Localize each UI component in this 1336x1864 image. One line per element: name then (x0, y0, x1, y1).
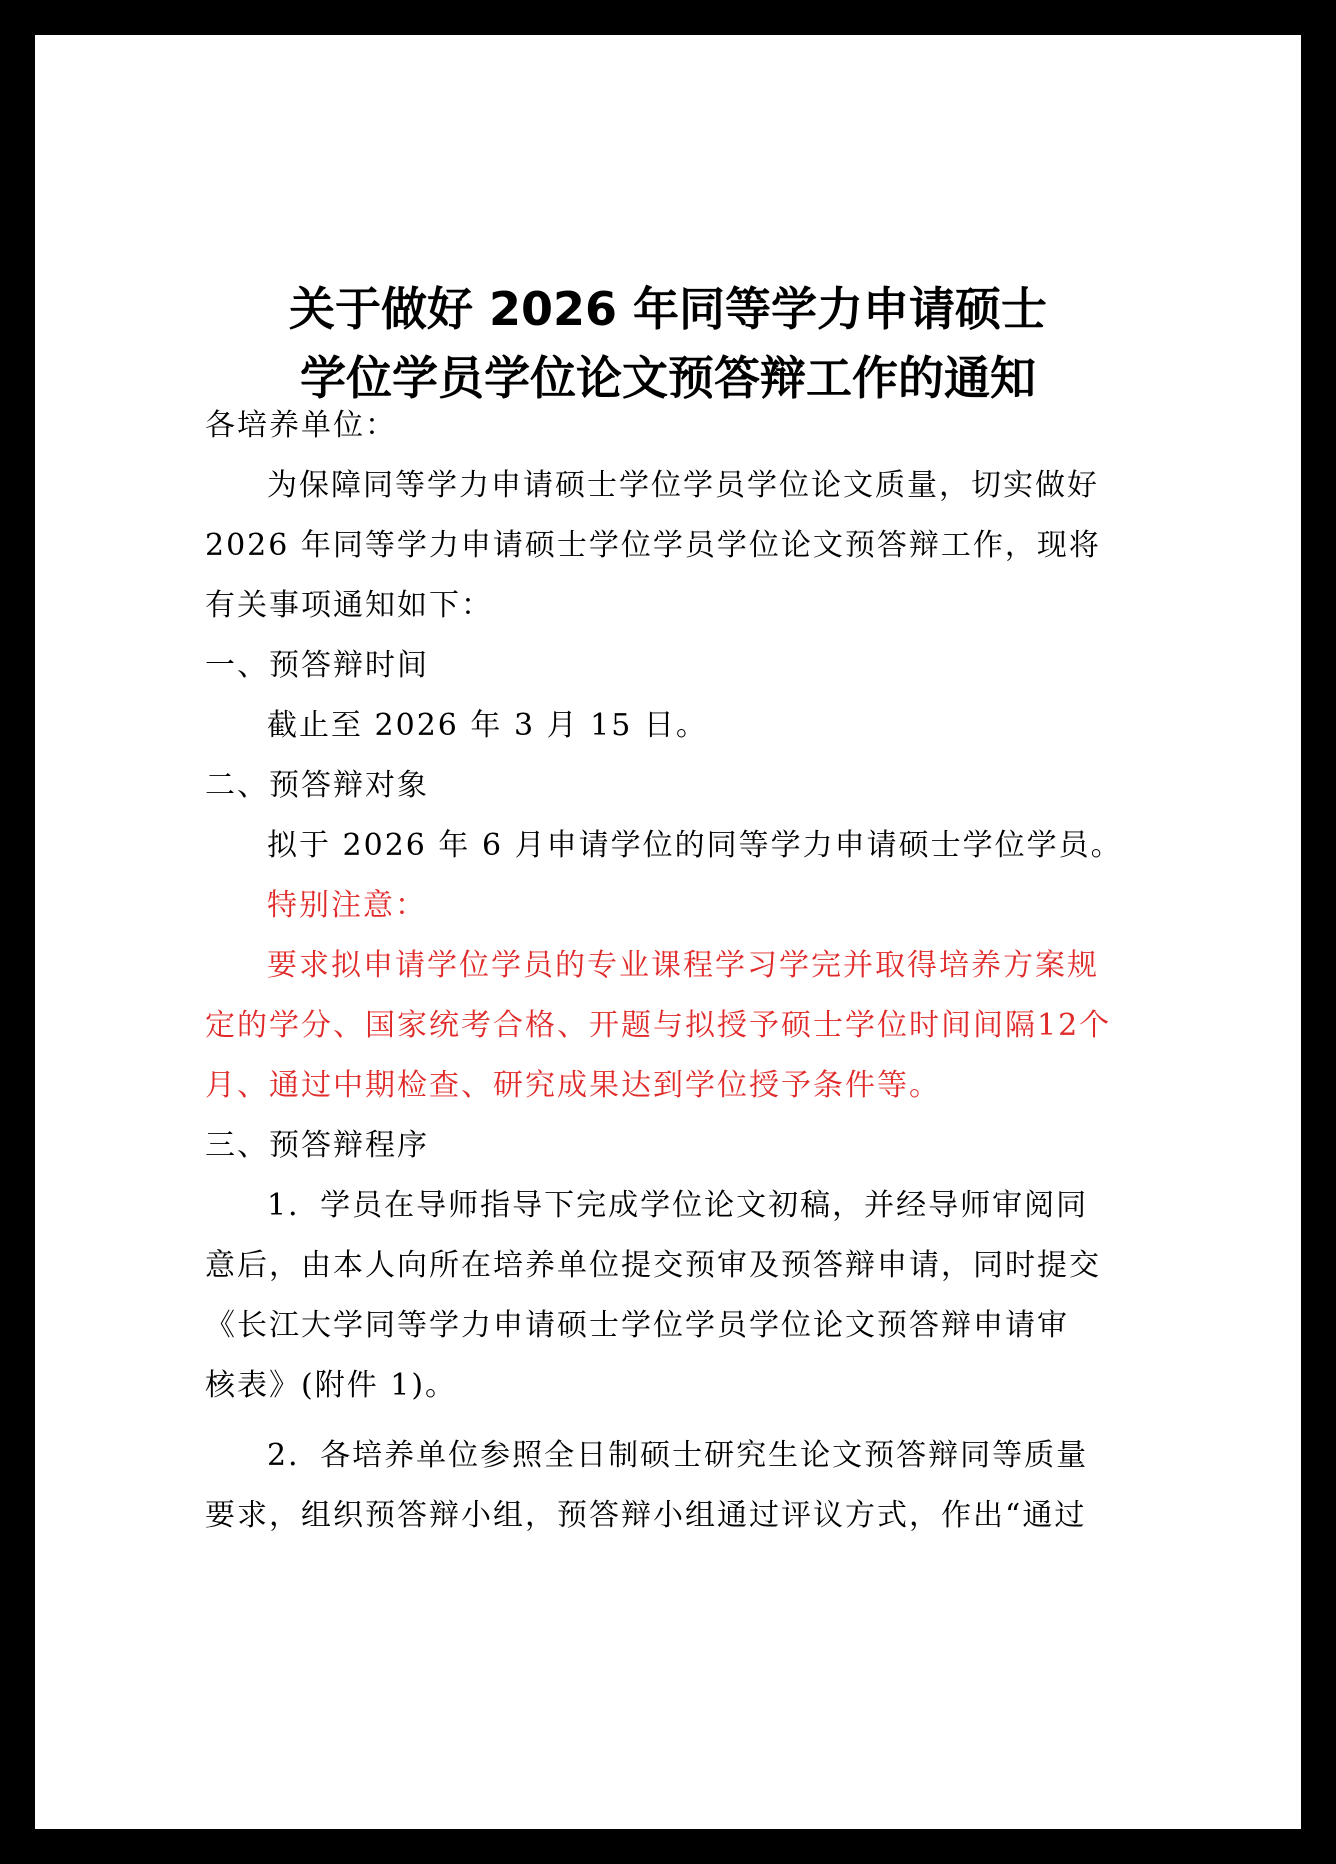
procedure-item-1-line-4: 核表》(附件 1)。 (205, 1368, 458, 1403)
procedure-item-1-line-1: 1．学员在导师指导下完成学位论文初稿，并经导师审阅同 (267, 1188, 1089, 1223)
procedure-item-1-line-2: 意后，由本人向所在培养单位提交预审及预答辩申请，同时提交 (205, 1248, 1101, 1283)
document-title-line-1: 关于做好 2026 年同等学力申请硕士 (288, 282, 1048, 336)
intro-paragraph-line-1: 为保障同等学力申请硕士学位学员学位论文质量，切实做好 (267, 468, 1099, 503)
section-1-content: 截止至 2026 年 3 月 15 日。 (267, 708, 708, 743)
section-3-heading: 三、预答辩程序 (205, 1128, 429, 1163)
salutation: 各培养单位： (205, 408, 397, 443)
special-notice-line-2: 定的学分、国家统考合格、开题与拟授予硕士学位时间间隔12个 (205, 1008, 1112, 1043)
intro-paragraph-line-3: 有关事项通知如下： (205, 588, 493, 623)
section-2-content: 拟于 2026 年 6 月申请学位的同等学力申请硕士学位学员。 (267, 828, 1123, 863)
intro-paragraph-line-2: 2026 年同等学力申请硕士学位学员学位论文预答辩工作，现将 (205, 528, 1101, 563)
special-notice-line-1: 要求拟申请学位学员的专业课程学习学完并取得培养方案规 (267, 948, 1099, 983)
procedure-item-2-line-1: 2．各培养单位参照全日制硕士研究生论文预答辩同等质量 (267, 1438, 1089, 1473)
special-notice-label: 特别注意： (267, 888, 427, 923)
document-page (35, 35, 1301, 1829)
section-1-heading: 一、预答辩时间 (205, 648, 429, 683)
section-2-heading: 二、预答辩对象 (205, 768, 429, 803)
procedure-item-2-line-2: 要求，组织预答辩小组，预答辩小组通过评议方式，作出“通过 (205, 1498, 1087, 1533)
procedure-item-1-line-3: 《长江大学同等学力申请硕士学位学员学位论文预答辩申请审 (205, 1308, 1069, 1343)
document-title-line-2: 学位学员学位论文预答辩工作的通知 (300, 351, 1036, 405)
special-notice-line-3: 月、通过中期检查、研究成果达到学位授予条件等。 (205, 1068, 941, 1103)
